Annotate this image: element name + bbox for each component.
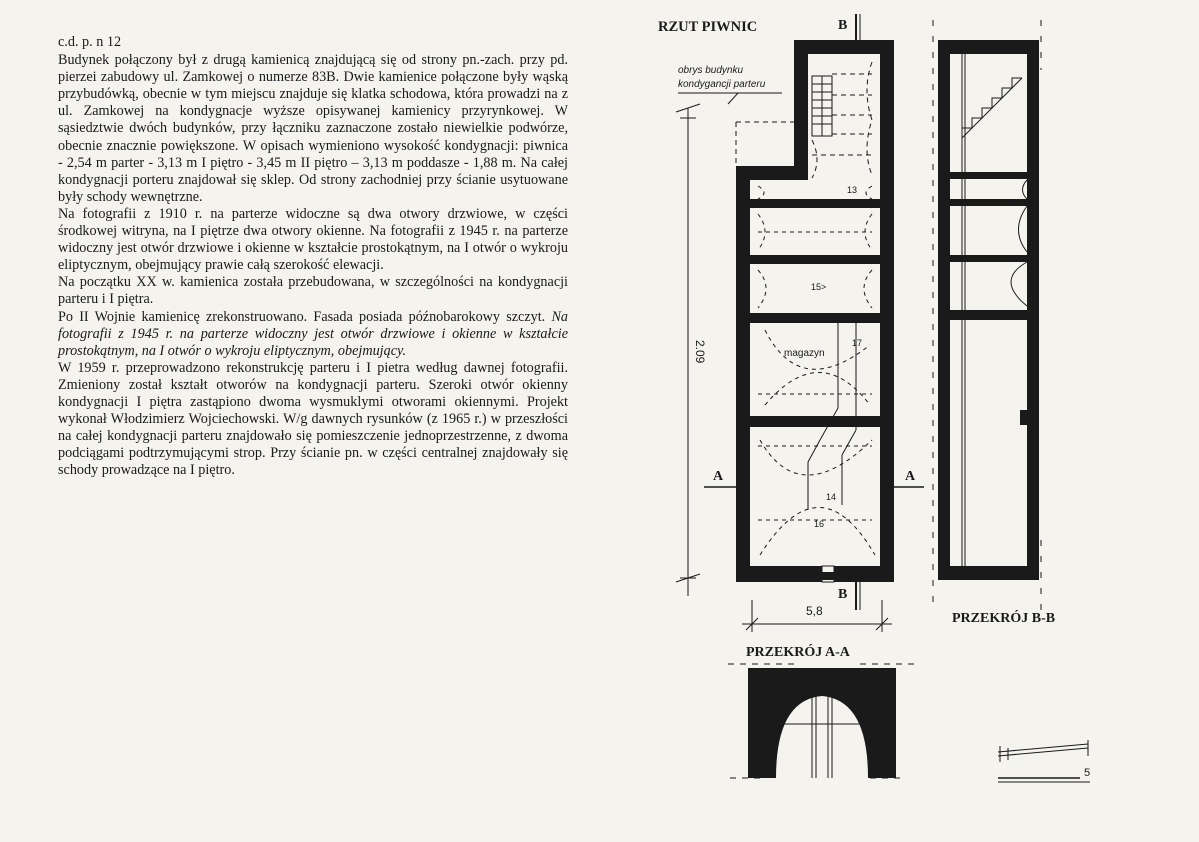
plan-title: RZUT PIWNIC — [658, 19, 758, 35]
paragraph-4-normal: Po II Wojnie kamienicę zrekonstruowano. Fasada posiada późnobarokowy szczyt. — [58, 308, 552, 325]
room-mark-17: 17 — [852, 338, 863, 348]
section-bb-title: PRZEKRÓJ B-B — [952, 611, 1056, 626]
section-bb — [933, 20, 1041, 610]
scale-bar-label: 5 — [1084, 767, 1091, 779]
dimension-width: 5,8 — [806, 604, 823, 618]
room-mark-13: 13 — [847, 185, 858, 195]
room-mark-14: 14 — [826, 492, 837, 502]
room-mark-16: 16 — [814, 519, 825, 529]
scale-bar — [998, 740, 1090, 782]
dimension-height: 2.09 — [693, 340, 707, 364]
room-label-magazyn: magazyn — [784, 348, 825, 359]
section-aa-title: PRZEKRÓJ A-A — [746, 645, 850, 660]
paragraph-2: Na fotografii z 1910 r. na parterze widoczne są dwa otwory drzwiowe, w części środkowej witryna, na I piętrze dwa otwory okienne. Na fotografii z 1945 r. na parterze widoczny jest otwór drzwiowe i okienne w kształcie prostokątnym, na I otwór o wykroju eliptycznym, obejmujący prawie całą szerokość elewacji. — [58, 205, 568, 274]
section-aa — [728, 664, 920, 778]
paragraph-3: Na początku XX w. kamienica została przebudowana, w szczególności na kondygnacji parteru i I piętra. — [58, 274, 568, 308]
paragraph-5: W 1959 r. przeprowadzono rekonstrukcję parteru i I pietra według dawnej fotografii. Zmieniony został kształt otworów na kondygnacji parteru. Szeroki otwór okienny kondygnacji I piętra zastąpiono dwoma wysmuklymi otworami okiennymi. Projekt wykonał Włodzimierz Wojciechowski. W/g dawnych rysunków (z 1965 r.) w przeszłości na całej kondygnacji parteru znajdowało się pomieszczenie jednoprzestrzenne, z dwoma podciągami podtrzymującymi strop. Przy ścianie pn. w części centralnej znajdowały się schody prowadzące na I piętro. — [58, 359, 568, 479]
paragraph-4-italic: Na fotografii z 1945 r. na parterze widoczny jest otwór drzwiowe i okienne w kształcie prostokątnym, na I otwór o wykroju eliptycznym, obejmujący. — [58, 308, 568, 359]
room-mark-15: 15> — [811, 282, 827, 292]
section-marker-a-left: A — [713, 469, 724, 484]
section-marker-a-right: A — [905, 469, 916, 484]
section-marker-b-bottom: B — [838, 587, 848, 602]
document-reference: c.d. p. n 12 — [58, 34, 122, 50]
section-marker-b-top: B — [838, 18, 848, 33]
basement-plan — [676, 14, 924, 632]
paragraph-1: Budynek połączony był z drugą kamienicą znajdującą się od strony pn.-zach. przy pd. pierzei zabudowy ul. Zamkowej o numerze 83B. Dwie kamienice połączone były wąską przybudówką, obecnie w tym miejscu znajduje się klatka schodowa, która prowadzi na z ul. Zamkowej na kondygnacje wyższe opisywanej kamienicy przyrynkowej. W sąsiedztwie dwóch budynków, przy łączniku zaznaczone zostało niewielkie podwórze, obecnie znacznie powiększone. W opisach wymieniono wysokość kondygnacji: piwnica - 2,54 m parter - 3,13 m I piętro - 3,45 m II piętro – 3,13 m poddasze - 1,88 m. Na całej kondygnacji porteru znajdował się sklep. Od strony zachodniej przy ścianie usytuowane były schody wewnętrzne. — [58, 52, 568, 205]
outline-note-line-2: kondygancji parteru — [678, 79, 766, 90]
outline-note-line-1: obrys budynku — [678, 65, 744, 76]
